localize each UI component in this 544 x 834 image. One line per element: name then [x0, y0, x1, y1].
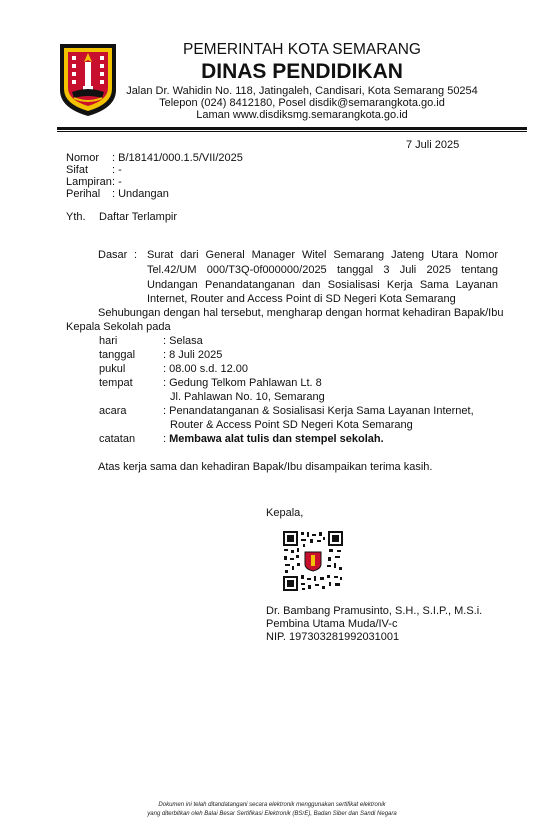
department-name: DINAS PENDIDIKAN — [201, 60, 403, 83]
signatory-rank: Pembina Utama Muda/IV-c — [266, 618, 398, 630]
dasar-label: Dasar — [98, 249, 128, 261]
dasar-line: Internet, Router and Access Point di SD Negeri Kota Semarang — [147, 293, 456, 305]
header-divider-thin — [57, 131, 527, 132]
letter-date: 7 Juli 2025 — [406, 139, 460, 151]
detail-label-tempat: tempat — [99, 377, 133, 389]
lampiran-value: : - — [112, 176, 122, 188]
address-line-1: Jalan Dr. Wahidin No. 118, Jatingaleh, Candisari, Kota Semarang 50254 — [126, 85, 478, 97]
detail-value-tanggal: : 8 Juli 2025 — [163, 349, 223, 361]
contact-line: Telepon (024) 8412180, Posel disdik@semarangkota.go.id — [159, 97, 445, 109]
sifat-label: Sifat — [66, 164, 89, 176]
detail-value-pukul: : 08.00 s.d. 12.00 — [163, 363, 249, 375]
website-line: Laman www.disdiksmg.semarangkota.go.id — [196, 109, 408, 121]
e-signature-note-line: Dokumen ini telah ditandatangani secara elektronik menggunakan sertifikat elektronik — [158, 802, 386, 808]
e-signature-note — [0, 801, 544, 819]
detail-value-acara: : Penandatanganan & Sosialisasi Kerja Sama Layanan Internet, — [163, 405, 474, 417]
signatory-nip: NIP. 197303281992031001 — [266, 631, 400, 643]
intro-line: Kepala Sekolah pada — [66, 321, 171, 333]
detail-value-acara-cont: Router & Access Point SD Negeri Kota Semarang — [170, 419, 413, 431]
detail-value-catatan — [163, 433, 384, 446]
detail-label-hari: hari — [99, 335, 118, 347]
signatory-name: Dr. Bambang Pramusinto, S.H., S.I.P., M.S.i. — [266, 605, 483, 617]
dasar-colon: : — [134, 249, 138, 261]
e-signature-note-line: yang diterbitkan oleh Balai Besar Sertifikasi Elektronik (BSrE), Badan Siber dan Sandi Negara — [147, 811, 397, 817]
lampiran-label: Lampiran — [66, 176, 112, 188]
city-emblem-logo — [58, 42, 118, 118]
detail-value-tempat-cont: Jl. Pahlawan No. 10, Semarang — [170, 391, 325, 403]
detail-value-hari: : Selasa — [163, 335, 203, 347]
recipient-label: Yth. — [66, 211, 86, 223]
dasar-line: Surat dari General Manager Witel Semarang Jateng Utara Nomor — [147, 249, 498, 261]
perihal-value: : Undangan — [112, 188, 169, 200]
dasar-line: Tel.42/UM 000/T3Q-0f000000/2025 tanggal 3 Juli 2025 tentang — [147, 264, 498, 276]
recipient-value: Daftar Terlampir — [99, 211, 178, 223]
government-name: PEMERINTAH KOTA SEMARANG — [183, 41, 421, 58]
catatan-prefix: : — [163, 433, 170, 445]
signature-qr-code — [282, 530, 344, 592]
sifat-value: : - — [112, 164, 122, 176]
intro-line: Sehubungan dengan hal tersebut, mengharap dengan hormat kehadiran Bapak/Ibu — [98, 307, 504, 319]
closing-sentence: Atas kerja sama dan kehadiran Bapak/Ibu disampaikan terima kasih. — [98, 461, 433, 473]
header-divider — [57, 127, 527, 130]
detail-label-pukul: pukul — [99, 363, 126, 375]
nomor-label: Nomor — [66, 152, 100, 164]
dasar-line: Undangan Penandatanganan dan Sosialisasi Kerja Sama Layanan — [147, 279, 498, 291]
detail-value-tempat: : Gedung Telkom Pahlawan Lt. 8 — [163, 377, 322, 389]
perihal-label: Perihal — [66, 188, 101, 200]
detail-label-acara: acara — [99, 405, 127, 417]
detail-label-catatan: catatan — [99, 433, 136, 445]
nomor-value: : B/18141/000.1.5/VII/2025 — [112, 152, 243, 164]
detail-label-tanggal: tanggal — [99, 349, 136, 361]
signature-title: Kepala, — [266, 507, 304, 519]
catatan-bold: Membawa alat tulis dan stempel sekolah. — [169, 433, 384, 445]
